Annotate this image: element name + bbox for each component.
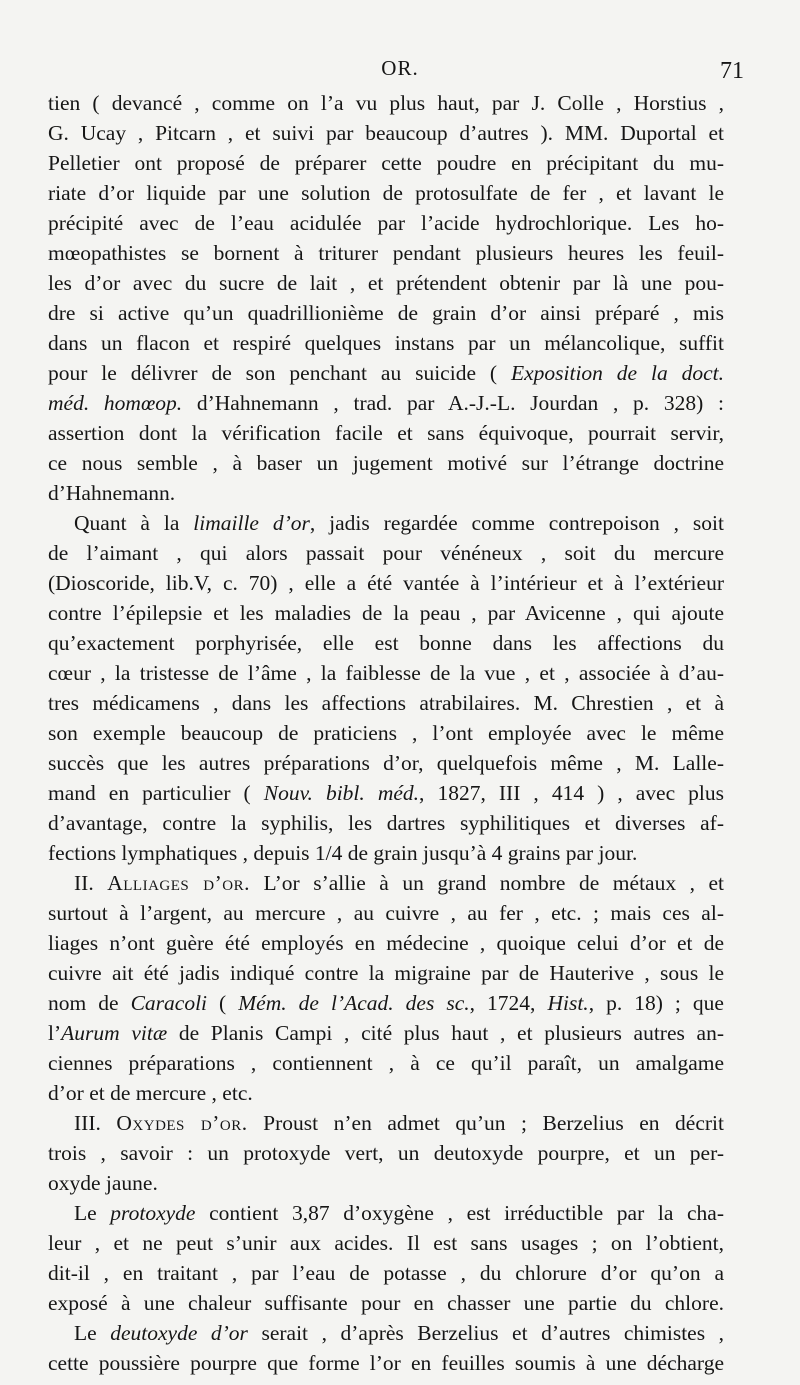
text-segment: Quant à la	[74, 511, 194, 535]
text-segment: L’or s’allie à un grand nombre de métaux , et	[249, 871, 724, 895]
text-line: cette poussière pourpre que forme l’or en feuilles soumis à une décharge	[48, 1351, 724, 1375]
text-line: son exemple beaucoup de praticiens , l’ont employée avec le même	[48, 721, 724, 745]
text-line	[48, 868, 724, 898]
page-number: 71	[720, 58, 744, 84]
text-line: dit-il , en traitant , par l’eau de potasse , du chlorure d’or qu’on a	[48, 1261, 724, 1285]
italic-text: Nouv. bibl. méd.	[263, 781, 420, 805]
text-line: cuivre ait été jadis indiqué contre la migraine par de Hauterive , sous le	[48, 961, 724, 985]
text-line: Pelletier ont proposé de préparer cette poudre en précipitant du mu-	[48, 151, 724, 175]
text-line: cœur , la tristesse de l’âme , la faiblesse de la vue , et , associée à d’au-	[48, 661, 724, 685]
page-header	[48, 54, 752, 88]
text-line	[48, 1318, 724, 1348]
text-line: qu’exactement porphyrisée, elle est bonne dans les affections du	[48, 631, 724, 655]
text-line	[48, 988, 724, 1018]
text-line: dans un flacon et respiré quelques instans par un mélancolique, suffit	[48, 331, 724, 355]
text-segment: Proust n’en admet qu’un ; Berzelius en décrit	[247, 1111, 724, 1135]
text-line	[48, 778, 724, 808]
text-segment: de Planis Campi , cité plus haut , et plusieurs autres an-	[167, 1021, 724, 1045]
text-line: fections lymphatiques , depuis 1/4 de grain jusqu’à 4 grains par jour.	[48, 841, 638, 865]
text-line: oxyde jaune.	[48, 1171, 158, 1195]
text-line: assertion dont la vérification facile et sans équivoque, pourrait servir,	[48, 421, 724, 445]
section-heading: Oxydes d’or.	[116, 1111, 248, 1135]
italic-text: Exposition de la doct.	[510, 361, 725, 385]
text-line: tien ( devancé , comme on l’a vu plus haut, par J. Colle , Horstius ,	[48, 91, 724, 115]
text-segment: mand en particulier (	[48, 781, 264, 805]
italic-text: Aurum vitæ	[61, 1021, 168, 1045]
text-line: liages n’ont guère été employés en médecine , quoique celui d’or et de	[48, 931, 724, 955]
text-segment: l’	[48, 1021, 62, 1045]
italic-text: deutoxyde d’or	[110, 1321, 248, 1345]
text-segment: serait , d’après Berzelius et d’autres chimistes ,	[247, 1321, 724, 1345]
text-line: surtout à l’argent, au mercure , au cuivre , au fer , etc. ; mais ces al-	[48, 901, 724, 925]
text-segment: (	[207, 991, 239, 1015]
text-line: ciennes préparations , contiennent , à ce qu’il paraît, un amalgame	[48, 1051, 724, 1075]
text-line	[48, 1198, 724, 1228]
text-line: contre l’épilepsie et les maladies de la peau , par Avicenne , qui ajoute	[48, 601, 724, 625]
text-line: précipité avec de l’eau acidulée par l’acide hydrochlorique. Les ho-	[48, 211, 724, 235]
text-segment: d’Hahnemann , trad. par A.-J.-L. Jourdan , p. 328) :	[182, 391, 724, 415]
text-line	[48, 358, 724, 388]
text-line	[48, 388, 724, 418]
text-line	[48, 1018, 724, 1048]
text-line: succès que les autres préparations d’or, quelquefois même , M. Lalle-	[48, 751, 724, 775]
body-text	[48, 88, 724, 1378]
text-segment: Le	[74, 1321, 111, 1345]
text-line: d’or et de mercure , etc.	[48, 1081, 253, 1105]
text-line: G. Ucay , Pitcarn , et suivi par beaucoup d’autres ). MM. Duportal et	[48, 121, 724, 145]
text-line: mœopathistes se bornent à triturer pendant plusieurs heures les feuil-	[48, 241, 724, 265]
text-line: leur , et ne peut s’unir aux acides. Il est sans usages ; on l’obtient,	[48, 1231, 724, 1255]
text-segment: , 1827, III , 414 ) , avec plus	[419, 781, 725, 805]
text-line: les d’or avec du sucre de lait , et prétendent obtenir par là une pou-	[48, 271, 724, 295]
section-number: III.	[74, 1111, 117, 1135]
italic-text: limaille d’or	[193, 511, 310, 535]
text-line	[48, 508, 724, 538]
section-number: II.	[74, 871, 108, 895]
text-segment: , jadis regardée comme contrepoison , soit	[309, 511, 724, 535]
text-line: de l’aimant , qui alors passait pour vénéneux , soit du mercure	[48, 541, 724, 565]
text-line: dre si active qu’un quadrillionième de grain d’or ainsi préparé , mis	[48, 301, 724, 325]
text-segment: , p. 18) ; que	[588, 991, 724, 1015]
text-line: tres médicamens , dans les affections atrabilaires. M. Chrestien , et à	[48, 691, 724, 715]
text-segment: nom de	[48, 991, 131, 1015]
text-line: d’Hahnemann.	[48, 481, 176, 505]
text-line: ce nous semble , à baser un jugement motivé sur l’étrange doctrine	[48, 451, 724, 475]
text-line: exposé à une chaleur suffisante pour en chasser une partie du chlore.	[48, 1291, 724, 1315]
italic-text: Caracoli	[130, 991, 208, 1015]
text-line: riate d’or liquide par une solution de protosulfate de fer , et lavant le	[48, 181, 724, 205]
section-heading: Alliages d’or.	[107, 871, 250, 895]
text-segment: , 1724,	[469, 991, 548, 1015]
text-segment: Le	[74, 1201, 111, 1225]
text-segment: pour le délivrer de son penchant au suicide (	[48, 361, 511, 385]
text-line: trois , savoir : un protoxyde vert, un deutoxyde pourpre, et un per-	[48, 1141, 724, 1165]
running-title: OR.	[381, 56, 419, 80]
text-line	[48, 1108, 724, 1138]
italic-text: méd. homœop.	[48, 391, 183, 415]
italic-text: protoxyde	[110, 1201, 196, 1225]
text-line: d’avantage, contre la syphilis, les dartres syphilitiques et diverses af-	[48, 811, 724, 835]
text-line: (Dioscoride, lib.V, c. 70) , elle a été vantée à l’intérieur et à l’extérieur	[48, 571, 724, 595]
text-segment: contient 3,87 d’oxygène , est irréductible par la cha-	[195, 1201, 724, 1225]
italic-text: Hist.	[547, 991, 589, 1015]
italic-text: Mém. de l’Acad. des sc.	[238, 991, 470, 1015]
